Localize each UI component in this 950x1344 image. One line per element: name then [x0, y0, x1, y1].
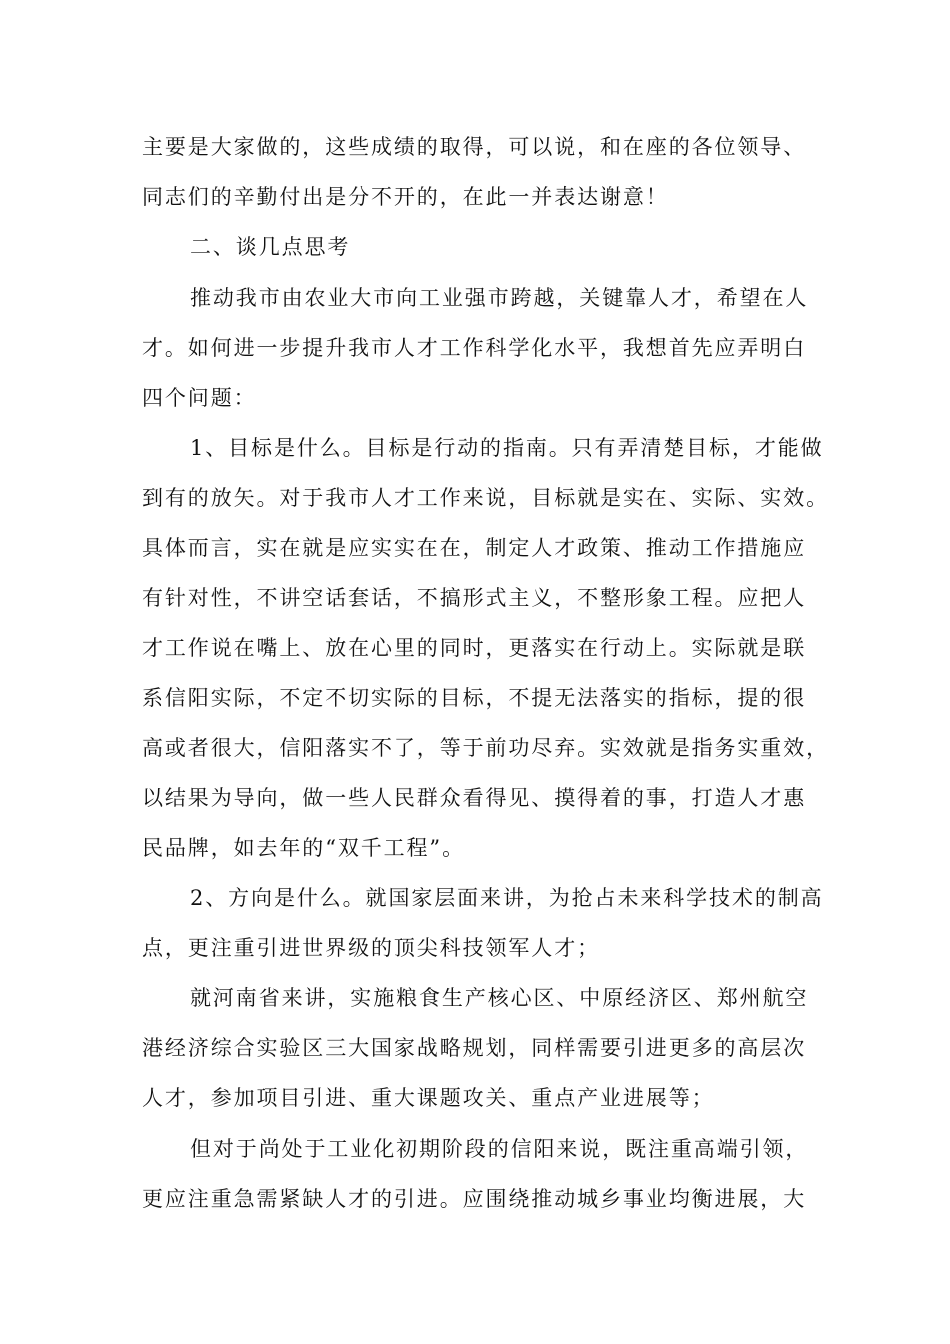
section-heading: 二、谈几点思考: [190, 235, 351, 259]
paragraph-line: 具体而言，实在就是应实实在在，制定人才政策、推动工作措施应: [142, 536, 807, 560]
paragraph-line: 2、方向是什么。就国家层面来讲，为抢占未来科学技术的制高: [190, 886, 824, 910]
paragraph-line: 高或者很大，信阳落实不了，等于前功尽弃。实效就是指务实重效，: [142, 736, 829, 760]
paragraph-line: 系信阳实际，不定不切实际的目标，不提无法落实的指标，提的很: [142, 686, 807, 710]
paragraph-line: 以结果为导向，做一些人民群众看得见、摸得着的事，打造人才惠: [142, 786, 807, 810]
paragraph-line: 但对于尚处于工业化初期阶段的信阳来说，既注重高端引领，: [190, 1137, 809, 1161]
paragraph-line: 更应注重急需紧缺人才的引进。应围绕推动城乡事业均衡进展，大: [142, 1187, 807, 1211]
paragraph-line: 到有的放矢。对于我市人才工作来说，目标就是实在、实际、实效。: [142, 486, 829, 510]
paragraph-line: 就河南省来讲，实施粮食生产核心区、中原经济区、郑州航空: [190, 986, 809, 1010]
paragraph-line: 点，更注重引进世界级的顶尖科技领军人才；: [142, 936, 600, 960]
paragraph-line: 民品牌，如去年的“双千工程”。: [142, 836, 465, 860]
paragraph-line: 四个问题：: [142, 386, 257, 410]
paragraph-line: 有针对性，不讲空话套话，不搞形式主义，不整形象工程。应把人: [142, 586, 807, 610]
paragraph-line: 人才，参加项目引进、重大课题攻关、重点产业进展等；: [142, 1086, 715, 1110]
paragraph-line: 才。如何进一步提升我市人才工作科学化水平，我想首先应弄明白: [142, 336, 807, 360]
paragraph-line: 同志们的辛勤付出是分不开的，在此一并表达谢意！: [142, 185, 669, 209]
paragraph-line: 推动我市由农业大市向工业强市跨越，关键靠人才，希望在人: [190, 286, 809, 310]
paragraph-line: 主要是大家做的，这些成绩的取得，可以说，和在座的各位领导、: [142, 135, 807, 159]
paragraph-line: 才工作说在嘴上、放在心里的同时，更落实在行动上。实际就是联: [142, 636, 807, 660]
paragraph-line: 1、目标是什么。目标是行动的指南。只有弄清楚目标，才能做: [190, 436, 824, 460]
paragraph-line: 港经济综合实验区三大国家战略规划，同样需要引进更多的高层次: [142, 1036, 807, 1060]
